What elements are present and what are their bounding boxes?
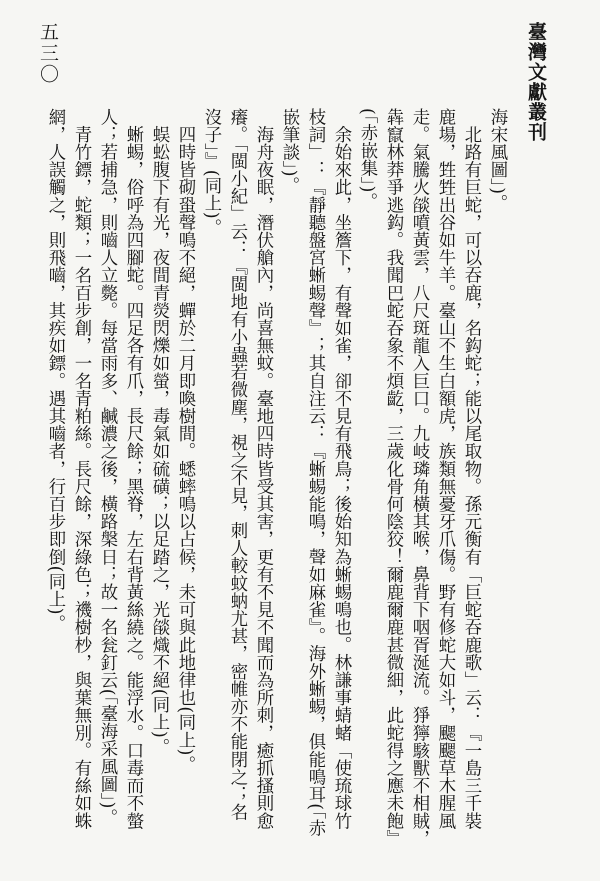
text-line: 沒子」』(同上)。 [201, 108, 221, 237]
text-line: 枝詞」：『靜聽盤宮蜥蜴聲』；其自注云：『蜥蜴能鳴，聲如麻雀』。海外蜥蜴，俱能鳴耳(「赤 [305, 108, 325, 837]
text-line: 北路有巨蛇，可以吞鹿，名鈎蛇；能以尾取物。孫元衡有「巨蛇吞鹿歌」云：『一島三千裝 [461, 108, 481, 830]
text-line: 蜈蚣腹下有光，夜間青熒閃爍如螢，毒氣如硫磺；以足踏之，光燄熾不絕(同上)。 [149, 108, 169, 756]
text-line: 青竹鏢，蛇類；一名百步創，一名青粕絲。長尺餘，深綠色；禨樹杪，與葉無別。有絲如蛛 [71, 108, 91, 830]
text-line: (「赤嵌集」)。 [357, 108, 377, 211]
text-line: 蜥蜴，俗呼為四腳蛇。四足各有爪，長尺餘；黑脊，左右背黃絲繞之。能浮水。口毒而不螫 [123, 108, 143, 830]
body-text [45, 108, 510, 848]
text-line: 余始來此，坐簷下，有聲如雀，卻不見有飛鳥；後始知為蜥蜴鳴也。林謙事蜻蝫「使琉球竹 [331, 108, 351, 830]
text-line: 犇竄林莽爭逃鈎。我聞巴蛇吞象不煩齕，三歲化骨何陰狡！爾鹿爾鹿甚微細，此蛇得之應未飽』 [383, 108, 403, 848]
text-line: 癢。「閩小紀」云：『閩地有小蟲若微塵，視之不見，刺人較蚊蚋尤甚，密帷亦不能閉之；名 [227, 108, 247, 821]
text-line: 鹿場，甡甡出谷如牛羊。臺山不生白額虎，族類無憂牙爪傷。野有修蛇大如斗，颸颸草木腥風 [435, 108, 455, 830]
text-line: 嵌筆談」)。 [279, 108, 299, 195]
page-number: 五三〇 [37, 22, 59, 85]
text-line: 人；若捕急，則嚙人立斃。每當雨多、鹹濃之後，橫路槃日；故一名瓮釘云(「臺海采風圖」)。 [97, 108, 117, 827]
text-line: 走。氣騰火燄噴黃雲，八尺斑龍入巨口。九岐璘角橫其喉，鼻背下咽胥涎流。猙獰駭獸不相賊， [409, 108, 429, 848]
header-title: 臺灣文獻叢刊 [525, 22, 547, 142]
text-line: 網，人誤觸之，則飛嚙，其疾如鏢。遇其嚙者，行百步即倒(同上)。 [45, 108, 65, 633]
text-line: 海宋風圖」)。 [487, 108, 507, 212]
text-line: 四時皆砌蛩聲鳴不絕，蟬於二月即喚樹間。蟋蟀鳴以占候，未可與此地律也(同上)。 [175, 108, 195, 774]
text-line: 海舟夜眠，潛伏艙內，尚喜無蚊。臺地四時皆受其害，更有不見不聞而為所刺，癒抓搔則愈 [253, 108, 273, 830]
